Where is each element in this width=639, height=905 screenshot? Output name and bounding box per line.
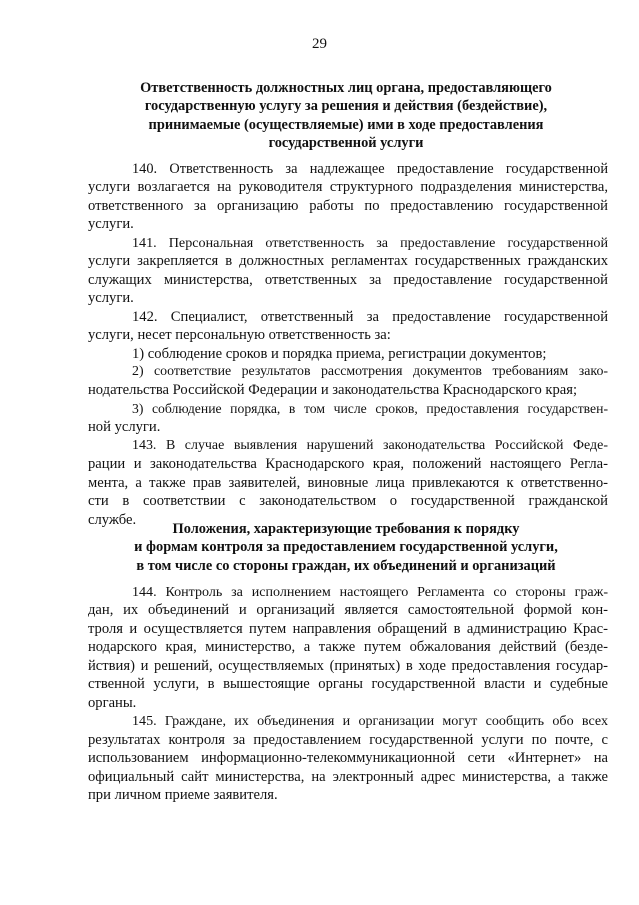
text-line: 140. Ответственность за надлежащее предоставление государственной: [132, 161, 608, 177]
text-line: 2) соответствие результатов рассмотрения документов требованиям зако-: [132, 363, 608, 379]
text-line: 144. Контроль за исполнением настоящего Регламента со стороны граж-: [132, 584, 608, 600]
text-line: услуги.: [88, 216, 134, 233]
heading-line: и формам контроля за предоставлением государственной услуги,: [134, 539, 558, 556]
text-line: нодательства Российской Федерации и законодательства Краснодарского края;: [88, 382, 578, 399]
text-line: дан, их объединений и организаций является самостоятельной формой кон-: [88, 602, 608, 619]
text-line: использованием информационно-телекоммуникационной сети «Интернет» на: [88, 750, 608, 767]
text-line: ной услуги.: [88, 419, 161, 436]
text-line: троля и осуществляется путем направления обращений в администрацию Крас-: [88, 620, 608, 637]
text-line: органы.: [88, 694, 137, 711]
text-line: при личном приеме заявителя.: [88, 786, 278, 803]
heading-line: Ответственность должностных лиц органа, предоставляющего: [140, 80, 552, 96]
paragraph-142-item-2: [88, 363, 608, 400]
text-line: нодарского края, министерство, а также путем обжалования действий (безде-: [88, 639, 608, 656]
text-line: службе.: [88, 511, 137, 528]
paragraph-143: [88, 437, 608, 529]
heading-line: в том числе со стороны граждан, их объединений и организаций: [136, 557, 556, 574]
text-line: 143. В случае выявления нарушений законодательства Российской Феде-: [132, 437, 608, 453]
paragraph-142-item-1: [88, 345, 608, 363]
paragraph-142: [88, 308, 608, 345]
heading-line: государственную услугу за решения и действия (бездействие),: [144, 98, 548, 115]
paragraph-144: [88, 583, 608, 712]
text-line: 142. Специалист, ответственный за предоставление государственной: [132, 308, 608, 325]
text-line: результатах контроля за предоставлением государственной услуги по почте, с: [88, 731, 608, 748]
paragraph-142-item-3: [88, 400, 608, 437]
text-line: услуги, несет персональную ответственность за:: [88, 327, 391, 344]
text-line: 145. Граждане, их объединения и организации могут сообщить обо всех: [132, 713, 608, 730]
section-heading-responsibility: [90, 79, 602, 153]
heading-line: Положения, характеризующие требования к порядку: [172, 521, 520, 537]
section-heading-control: [90, 520, 602, 575]
text-line: услуги закрепляется в должностных регламентах государственных гражданских: [88, 253, 608, 270]
text-line: услуги.: [88, 290, 134, 307]
text-line: услуги возлагается на руководителя структурного подразделения министерства,: [88, 179, 608, 196]
text-line: ответственного за организацию работы по предоставлению государственной: [88, 197, 608, 214]
text-line: сти в соответствии с законодательством о государственной гражданской: [88, 493, 608, 510]
paragraph-141: [88, 234, 608, 308]
text-line: ственной услуги, в вышестоящие органы государственной власти и судебные: [88, 676, 608, 693]
heading-line: государственной услуги: [268, 135, 424, 152]
section-body-responsibility: [88, 160, 608, 529]
text-line: йствия) и решений, осуществляемых (принятых) в ходе предоставления государ-: [88, 657, 608, 674]
text-line: служащих министерства, ответственных за предоставление государственной: [88, 271, 608, 288]
text-line: 141. Персональная ответственность за предоставление государственной: [132, 234, 608, 251]
paragraph-140: [88, 160, 608, 234]
text-line: официальный сайт министерства, на электронный адрес министерства, а также: [88, 768, 608, 785]
text-line: рации и законодательства Краснодарского края, положений настоящего Регла-: [88, 456, 608, 473]
paragraph-145: [88, 712, 608, 804]
section-body-control: [88, 583, 608, 804]
heading-line: принимаемые (осуществляемые) ими в ходе предоставления: [148, 116, 544, 133]
text-line: 3) соблюдение порядка, в том числе сроков, предоставления государствен-: [132, 400, 608, 416]
page-number: 29: [312, 36, 327, 52]
text-line: мента, а также прав заявителей, виновные лица привлекаются к ответственно-: [88, 474, 608, 491]
text-line: 1) соблюдение сроков и порядка приема, регистрации документов;: [132, 345, 547, 362]
